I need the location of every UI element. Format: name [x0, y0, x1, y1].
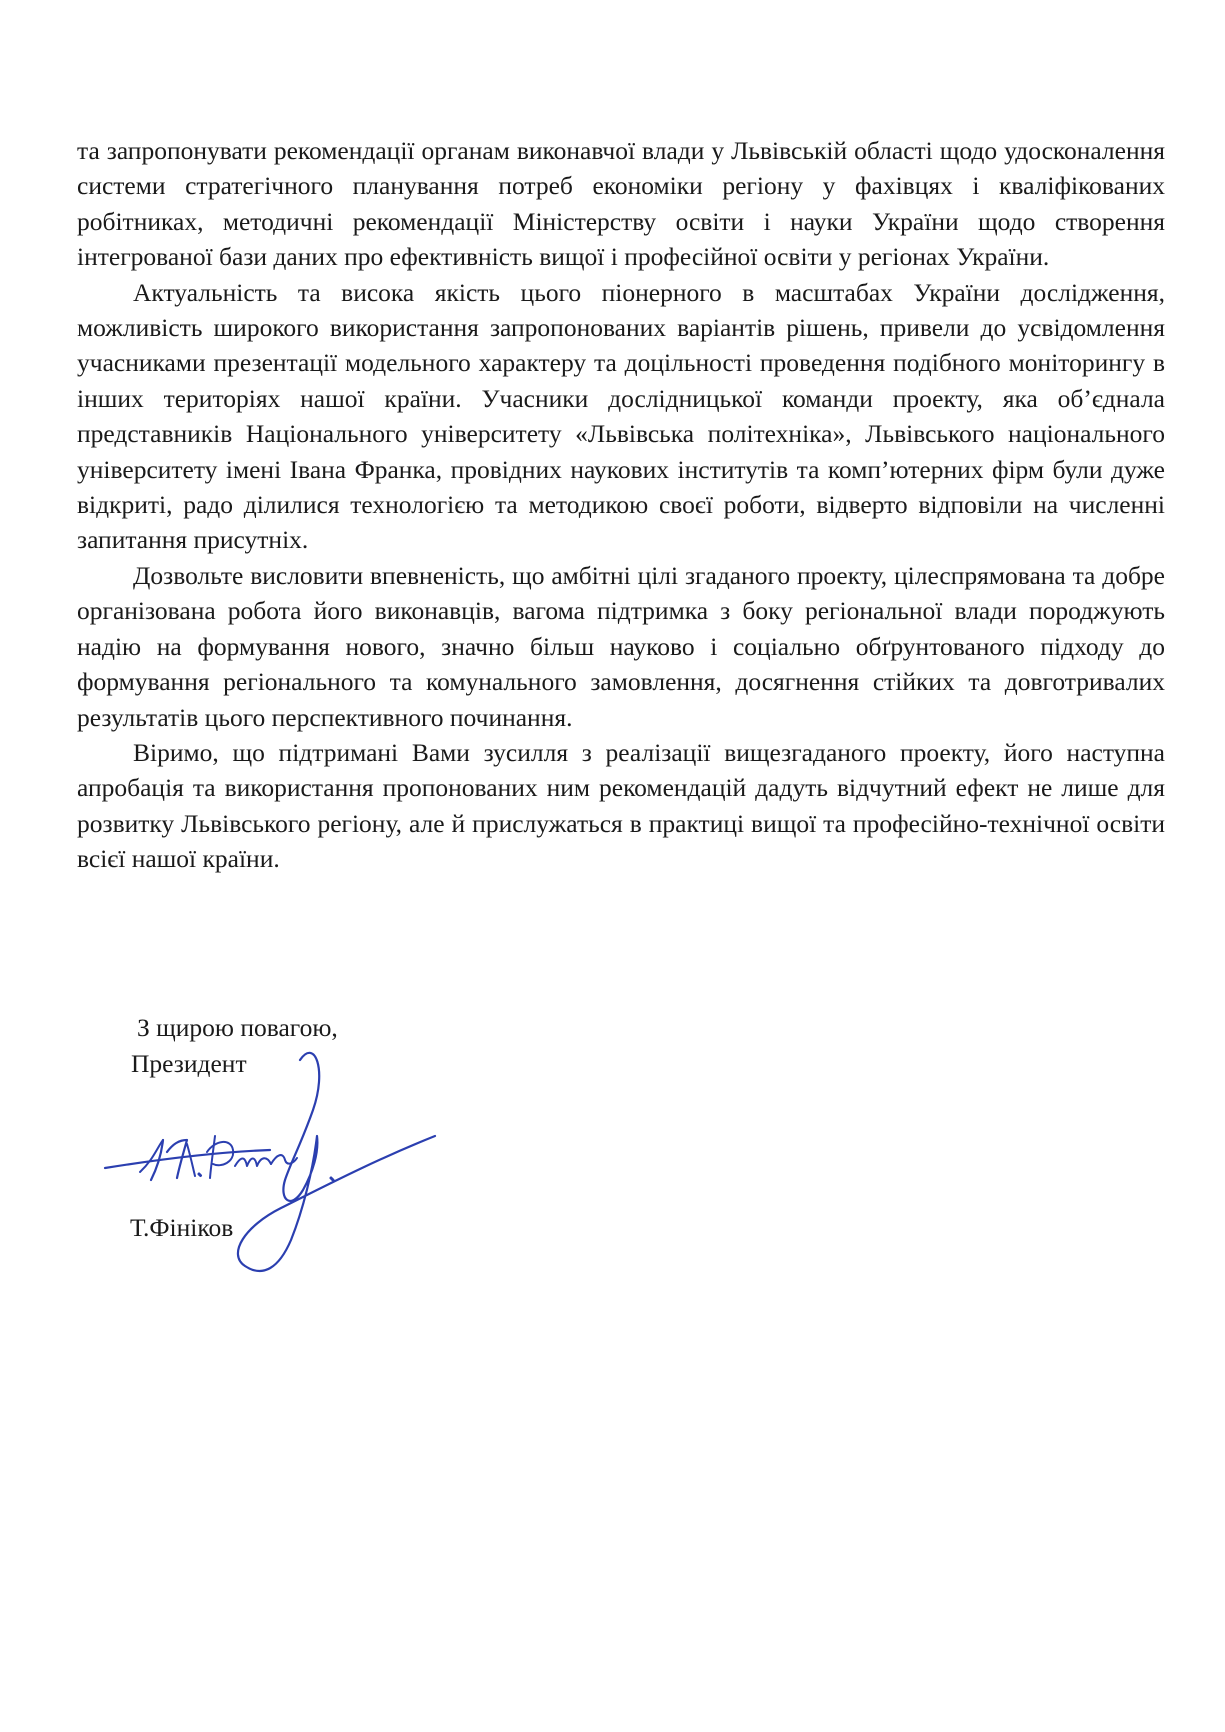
letter-body	[77, 133, 1165, 877]
signer-name: Т.Фініков	[130, 1213, 234, 1242]
paragraph-4: Віримо, що підтримані Вами зусилля з реалізації вищезгаданого проекту, його наступна апробація та використання пропонованих ним рекомендацій дадуть відчутний ефект не лише для розвитку Львівського регіону, але й прислужаться в практиці вищої та професійно-технічної освіти всієї нашої країни.	[77, 737, 1165, 874]
paragraph-3: Дозвольте висловити впевненість, що амбітні цілі згаданого проекту, цілеспрямована та добре організована робота його виконавців, вагома підтримка з боку регіональної влади породжують надію на формування нового, значно більш науково і соціально обґрунтованого підходу до формування регіонального та комунального замовлення, досягнення стійких та довготривалих результатів цього перспективного починання.	[77, 560, 1165, 732]
signer-position: Президент	[131, 1049, 247, 1078]
paragraph-1: та запропонувати рекомендації органам виконавчої влади у Львівській області щодо удосконалення системи стратегічного планування потреб економіки регіону у фахівцях і кваліфікованих робітниках, методичні рекомендації Міністерству освіти і науки України щодо створення інтегрованої бази даних про ефективність вищої і професійної освіти у регіонах України.	[77, 136, 1165, 272]
closing-phrase: З щирою повагою,	[137, 1013, 338, 1042]
paragraph-2: Актуальність та висока якість цього піонерного в масштабах України дослідження, можливість широкого використання запропонованих варіантів рішень, привели до усвідомлення учасниками презентації модельного характеру та доцільності проведення подібного моніторингу в інших територіях нашої країни. Учасники дослідницької команди проекту, яка об’єднала представників Національного університету «Львівська політехніка», Львівського національного університету імені Івана Франка, провідних наукових інститутів та комп’ютерних фірм були дуже відкриті, радо ділилися технологією та методикою своєї роботи, відверто відповіли на численні запитання присутніх.	[77, 277, 1165, 555]
